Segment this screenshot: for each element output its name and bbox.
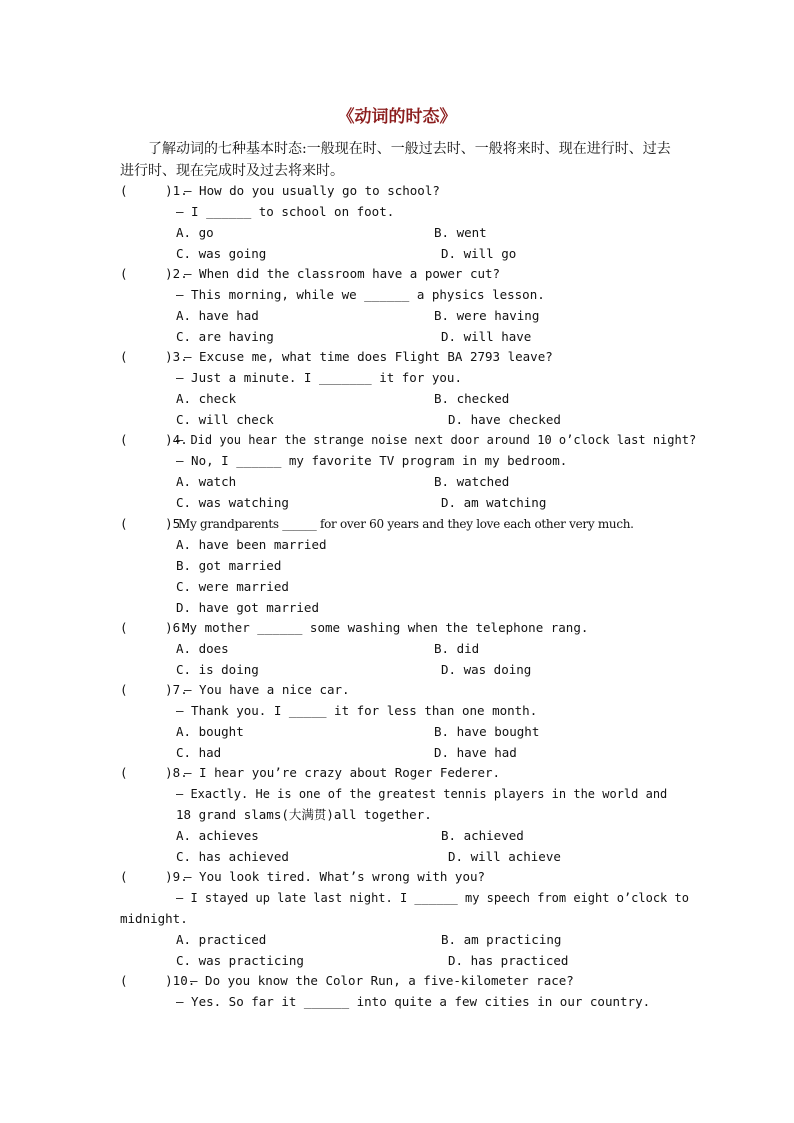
question-text: — How do you usually go to school? [184,183,440,198]
question-response-cont: midnight. [120,911,188,926]
option-b: B. went [434,225,487,240]
intro-paragraph: 了解动词的七种基本时态:一般现在时、一般过去时、一般将来时、现在进行时、过去进行时、现在完成时及过去将来时。 [120,141,671,179]
option-a: A. does [176,641,229,656]
option-b: B. were having [434,308,540,323]
question-number: ( )1. [120,183,188,198]
question-text: — When did the classroom have a power cut? [184,266,501,281]
option-c: C. are having [176,329,274,344]
option-b: B. checked [434,391,510,406]
question-response: — This morning, while we ______ a physics lesson. [176,287,545,302]
option-b: B. achieved [441,828,524,843]
question-number: ( )3. [120,349,188,364]
option-a: A. practiced [176,932,267,947]
question-text: — Excuse me, what time does Flight BA 2793 leave? [184,349,553,364]
question-response: — I stayed up late last night. I ______ my speech from eight o’clock to [176,891,689,905]
option-b: B. watched [434,474,510,489]
option-d: D. have had [434,745,517,760]
option-b: B. am practicing [441,932,562,947]
option-c: C. was watching [176,495,289,510]
question-number: ( )5. [120,516,188,531]
option-d: D. am watching [441,495,547,510]
option-a: A. watch [176,474,237,489]
question-number: ( )6. [120,620,188,635]
option-a: A. achieves [176,828,259,843]
question-number: ( )8. [120,765,188,780]
question-text: — Did you hear the strange noise next door around 10 o’clock last night? [176,433,697,447]
option-b: B. have bought [434,724,540,739]
question-text: — You have a nice car. [184,682,350,697]
question-number: ( )7. [120,682,188,697]
question-response: — No, I ______ my favorite TV program in my bedroom. [176,453,568,468]
option-c: C. has achieved [176,849,289,864]
question-text: — Do you know the Color Run, a five-kilometer race? [190,973,574,988]
option-c: C. had [176,745,222,760]
option-d: D. have checked [448,412,561,427]
option-d: D. will go [441,246,517,261]
option-d: D. was doing [441,662,532,677]
question-text: My grandparents ______ for over 60 years and they love each other very much. [178,517,634,531]
option-b: B. got married [176,558,282,573]
question-number: ( )2. [120,266,188,281]
option-b: B. did [434,641,480,656]
option-d: D. will have [441,329,532,344]
question-response: — Exactly. He is one of the greatest tennis players in the world and [176,787,668,801]
question-response: — Thank you. I _____ it for less than one month. [176,703,538,718]
option-c: C. was going [176,246,267,261]
option-a: A. check [176,391,237,406]
question-response: — I ______ to school on foot. [176,204,395,219]
option-c: C. will check [176,412,274,427]
question-number: ( )4. [120,432,188,447]
question-text: My mother ______ some washing when the telephone rang. [182,620,589,635]
option-a: A. have been married [176,537,327,552]
question-number: ( )10. [120,973,196,988]
option-a: A. bought [176,724,244,739]
question-number: ( )9. [120,869,188,884]
question-response: — Just a minute. I _______ it for you. [176,370,462,385]
option-c: C. is doing [176,662,259,677]
option-c: C. was practicing [176,953,304,968]
option-a: A. go [176,225,214,240]
question-text: — You look tired. What’s wrong with you? [184,869,486,884]
option-d: D. has practiced [448,953,569,968]
page-title: 《动词的时态》 [337,107,457,127]
question-response-cont: 18 grand slams(大满贯)all together. [176,807,432,822]
option-d: D. have got married [176,600,319,615]
question-text: — I hear you’re crazy about Roger Federer. [184,765,501,780]
question-response: — Yes. So far it ______ into quite a few cities in our country. [176,994,651,1009]
option-d: D. will achieve [448,849,561,864]
option-a: A. have had [176,308,259,323]
option-c: C. were married [176,579,289,594]
